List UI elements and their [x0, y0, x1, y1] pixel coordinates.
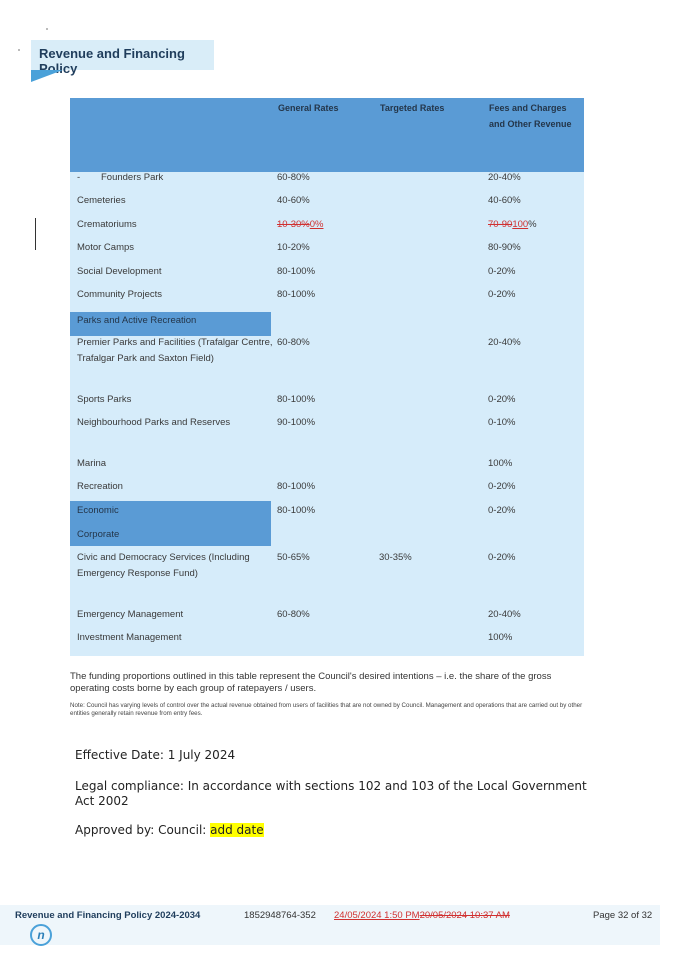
- tracked-insertion: 0%: [309, 219, 324, 230]
- row-activity: Recreation: [77, 481, 123, 492]
- document-id: 1852948764-352: [244, 910, 316, 921]
- page-number: Page 32 of 32: [593, 910, 653, 921]
- row-activity: Cemeteries: [77, 195, 126, 206]
- row-activity: Marina: [77, 458, 107, 469]
- footnote: Note: Council has varying levels of control over the actual revenue obtained from users of facilities that are not owned by Council. Management and operations that are carried out by other entities generally retain revenue from entry fees.: [70, 702, 583, 717]
- row-activity: Premier Parks and Facilities (Trafalgar Centre, Trafalgar Park and Saxton Field): [77, 337, 273, 364]
- legal-compliance: Legal compliance: In accordance with sections 102 and 103 of the Local Government Act 2002: [75, 779, 587, 808]
- row-general: 80-100%: [277, 505, 316, 516]
- row-activity: Civic and Democracy Services (Including Emergency Response Fund): [77, 552, 250, 579]
- tracked-deletion: 10-30%: [277, 219, 310, 230]
- row-activity: Crematoriums: [77, 219, 137, 230]
- approved-by: [75, 823, 264, 837]
- row-targeted: 30-35%: [379, 552, 412, 563]
- row-general: 10-20%: [277, 242, 310, 253]
- change-bar: [35, 218, 36, 250]
- row-activity: Community Projects: [77, 289, 162, 300]
- header-accent: [31, 70, 63, 82]
- page-footer: [0, 905, 660, 945]
- row-fees: 80-90%: [488, 242, 521, 253]
- council-logo-icon: n: [30, 924, 52, 946]
- revision-dates: [334, 910, 510, 921]
- row-general: 90-100%: [277, 417, 316, 428]
- row-fees: 0-20%: [488, 481, 516, 492]
- row-general: 80-100%: [277, 394, 316, 405]
- row-fees: 20-40%: [488, 337, 521, 348]
- approved-label: Approved by: Council:: [75, 823, 211, 837]
- row-general: 80-100%: [277, 266, 316, 277]
- footer-title: Revenue and Financing Policy 2024-2034: [15, 910, 201, 921]
- row-activity: Emergency Management: [77, 609, 184, 620]
- row-activity: Investment Management: [77, 632, 182, 643]
- revision-date-old: 20/05/2024 10:37 AM: [419, 910, 510, 921]
- scan-speck: [46, 28, 48, 30]
- row-fees: 100%: [488, 632, 513, 643]
- row-fees: 0-20%: [488, 552, 516, 563]
- row-fees: 40-60%: [488, 195, 521, 206]
- section-label: Economic: [77, 505, 119, 516]
- row-fees: 0-20%: [488, 266, 516, 277]
- percent-sign: %: [528, 219, 537, 230]
- row-fees: 0-20%: [488, 505, 516, 516]
- section-label: Corporate: [77, 529, 120, 540]
- row-fees: 0-20%: [488, 394, 516, 405]
- row-general: 60-80%: [277, 172, 310, 183]
- header-targeted-rates: Targeted Rates: [380, 103, 445, 113]
- row-general: 50-65%: [277, 552, 310, 563]
- row-fees: 0-20%: [488, 289, 516, 300]
- row-general: 40-60%: [277, 195, 310, 206]
- row-general: 60-80%: [277, 609, 310, 620]
- row-activity: Neighbourhood Parks and Reserves: [77, 417, 231, 428]
- funding-note: The funding proportions outlined in this table represent the Council's desired intentions – i.e. the share of the gross operating costs borne by each group of ratepayers / users.: [70, 671, 552, 694]
- row-activity: Social Development: [77, 266, 162, 277]
- row-fees: 100%: [488, 458, 513, 469]
- header-general-rates: General Rates: [278, 103, 339, 113]
- row-activity: Founders Park: [101, 172, 164, 183]
- tracked-insertion: 100: [512, 219, 529, 230]
- section-label: Parks and Active Recreation: [77, 315, 197, 326]
- approved-date-placeholder: add date: [210, 823, 264, 837]
- row-fees: 20-40%: [488, 609, 521, 620]
- scan-speck: [18, 49, 20, 51]
- row-general: 80-100%: [277, 289, 316, 300]
- row-fees: 20-40%: [488, 172, 521, 183]
- row-activity: Motor Camps: [77, 242, 135, 253]
- funding-table: General Rates Targeted Rates Fees and Charges and Other Revenue - Founders Park 60-80% 20-40% Cemeteries 40-60% 40-60% Crematoriums 10-30%0% 70-90100% Motor Camps 10-20% 80-90% Social Development 80-100% 0-20% Community Projects 80-100% 0-20% Parks and Active Recreation Premier Parks and Facilities (Trafalgar Centre, Trafalgar Park and Saxton Field) 60-80% 20-40% Sports Parks 80-100% 0-20% Neighbourhood Parks and Reserves 90-100% 0-10% Marina 100% Recreation 80-100% 0-20% Economic 80-100% 0-20% Corporate Civic and Democracy Services (Including Emergency Response Fund) 50-65% 30-35% 0-20% Emergency Management 60-80% 20-40% Investment Management 100%: [70, 98, 584, 656]
- effective-date: Effective Date: 1 July 2024: [75, 748, 236, 762]
- row-general: 60-80%: [277, 337, 310, 348]
- tracked-deletion: 70-90: [488, 219, 513, 230]
- header-fees-charges: Fees and Charges and Other Revenue: [489, 103, 572, 129]
- page-header-title: Revenue and Financing Policy: [31, 40, 214, 70]
- row-fees: 0-10%: [488, 417, 516, 428]
- row-general: 80-100%: [277, 481, 316, 492]
- row-activity: Sports Parks: [77, 394, 132, 405]
- revision-date-new: 24/05/2024 1:50 PM: [334, 910, 420, 921]
